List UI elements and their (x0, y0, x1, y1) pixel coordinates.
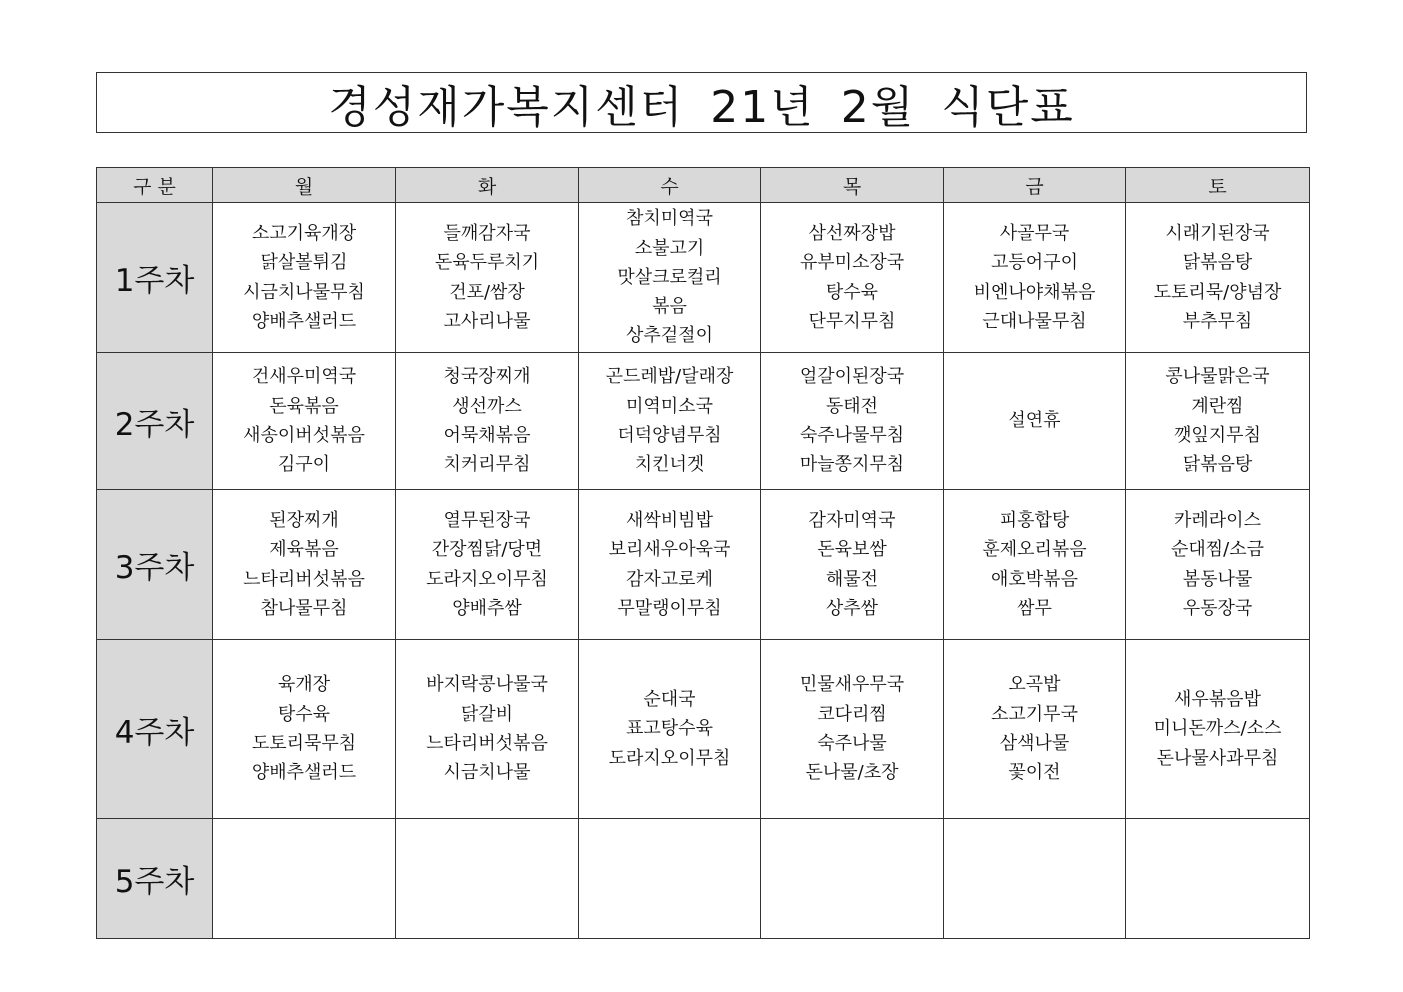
menu-item: 꽃이전 (1008, 762, 1061, 784)
menu-item: 볶음 (652, 296, 687, 318)
menu-item: 미니돈까스/소스 (1153, 718, 1282, 740)
menu-cell-fri (944, 640, 1126, 819)
menu-cell-wed (579, 203, 761, 353)
menu-cell-tue (396, 819, 579, 939)
menu-item: 삼색나물 (999, 733, 1070, 754)
menu-item: 보리새우아욱국 (608, 539, 731, 561)
menu-item: 비엔나야채볶음 (973, 281, 1096, 303)
menu-item: 근대나물무침 (982, 310, 1087, 332)
menu-item: 소고기육개장 (251, 222, 357, 244)
menu-item: 양배추쌈 (452, 597, 522, 619)
menu-item: 해물전 (825, 568, 879, 590)
header-day-wed: 수 (579, 168, 761, 203)
week-label: 3주차 (97, 490, 213, 640)
menu-item: 된장찌개 (269, 509, 339, 531)
header-day-sat: 토 (1126, 168, 1310, 203)
menu-item: 설연휴 (1008, 410, 1061, 432)
menu-item: 느타리버섯볶음 (426, 733, 548, 754)
week-row (97, 490, 1310, 640)
menu-cell-mon (213, 490, 396, 640)
menu-item: 치커리무침 (443, 454, 531, 476)
header-day-tue: 화 (396, 168, 579, 203)
menu-item: 육개장 (277, 674, 331, 696)
menu-item: 봄동나물 (1182, 568, 1253, 590)
menu-item: 생선까스 (452, 395, 522, 417)
menu-item: 새송이버섯볶음 (243, 425, 365, 446)
page-title: 경성재가복지센터 21년 2월 식단표 (328, 81, 1075, 133)
title-box (96, 72, 1307, 133)
menu-item: 단무지무침 (808, 310, 896, 332)
menu-item: 시래기된장국 (1165, 222, 1270, 244)
menu-item: 시금치나물 (443, 762, 531, 784)
week-row (97, 819, 1310, 939)
menu-item: 김구이 (277, 454, 331, 476)
week-label: 2주차 (97, 353, 213, 490)
menu-item: 느타리버섯볶음 (243, 568, 365, 590)
week-label: 4주차 (97, 640, 213, 819)
menu-item: 감자고로케 (626, 568, 713, 590)
menu-cell-mon (213, 353, 396, 490)
menu-item: 사골무국 (999, 222, 1070, 244)
menu-item: 깻잎지무침 (1174, 425, 1261, 446)
menu-item: 돈육두루치기 (434, 252, 540, 274)
menu-item: 민물새우무국 (799, 674, 905, 696)
menu-cell-fri (944, 490, 1126, 640)
menu-cell-sat (1126, 490, 1310, 640)
menu-item: 동태전 (825, 395, 879, 417)
menu-item: 닭살볼튀김 (260, 252, 348, 274)
menu-item: 훈제오리볶음 (982, 539, 1087, 561)
menu-item: 표고탕수육 (626, 718, 713, 740)
menu-item: 바지락콩나물국 (426, 674, 548, 696)
menu-cell-thu (761, 819, 944, 939)
menu-item: 닭볶음탕 (1182, 252, 1253, 274)
menu-item: 탕수육 (825, 281, 879, 303)
menu-item: 새우볶음밥 (1174, 689, 1261, 711)
header-day-fri: 금 (944, 168, 1126, 203)
menu-item: 도토리묵/양념장 (1153, 281, 1282, 303)
week-row (97, 640, 1310, 819)
menu-item: 상추겉절이 (626, 325, 713, 347)
menu-item: 양배추샐러드 (251, 762, 357, 784)
menu-cell-wed (579, 353, 761, 490)
menu-cell-thu (761, 640, 944, 819)
menu-item: 청국장찌개 (443, 366, 531, 388)
menu-item: 간장찜닭/당면 (431, 539, 543, 561)
menu-item: 탕수육 (277, 703, 331, 725)
menu-item: 더덕양념무침 (617, 425, 722, 446)
menu-item: 삼선짜장밥 (808, 222, 896, 244)
menu-cell-thu (761, 353, 944, 490)
menu-item: 우동장국 (1182, 597, 1253, 619)
menu-item: 카레라이스 (1174, 509, 1261, 531)
menu-item: 무말랭이무침 (617, 597, 722, 619)
menu-item: 콩나물맑은국 (1165, 366, 1270, 388)
menu-item: 부추무침 (1182, 310, 1253, 332)
menu-item: 제육볶음 (269, 539, 339, 561)
menu-item: 돈육보쌈 (817, 539, 887, 561)
menu-item: 애호박볶음 (991, 568, 1078, 590)
menu-item: 돈육볶음 (269, 395, 339, 417)
week-label: 1주차 (97, 203, 213, 353)
menu-item: 고등어구이 (991, 252, 1078, 274)
menu-cell-mon (213, 640, 396, 819)
header-day-mon: 월 (213, 168, 396, 203)
menu-cell-wed (579, 490, 761, 640)
menu-item: 오곡밥 (1008, 674, 1061, 696)
menu-item: 도라지오이무침 (426, 568, 548, 590)
menu-item: 코다리찜 (817, 703, 887, 725)
menu-cell-tue (396, 490, 579, 640)
menu-cell-thu (761, 203, 944, 353)
menu-item: 시금치나물무침 (243, 281, 365, 303)
menu-cell-thu (761, 490, 944, 640)
menu-cell-sat (1126, 640, 1310, 819)
menu-cell-wed (579, 819, 761, 939)
menu-cell-fri (944, 203, 1126, 353)
menu-item: 치킨너겟 (634, 454, 705, 476)
menu-item: 도토리묵무침 (251, 733, 357, 754)
menu-cell-fri (944, 819, 1126, 939)
menu-item: 순대국 (643, 689, 696, 711)
menu-item: 양배추샐러드 (251, 310, 357, 332)
menu-item: 유부미소장국 (799, 252, 905, 274)
menu-item: 순대찜/소금 (1170, 539, 1264, 561)
menu-item: 참나물무침 (260, 597, 348, 619)
menu-item: 맛살크로컬리 (617, 266, 722, 288)
menu-item: 감자미역국 (808, 509, 896, 531)
menu-item: 숙주나물무침 (799, 425, 905, 446)
menu-item: 얼갈이된장국 (799, 366, 905, 388)
menu-item: 고사리나물 (443, 310, 531, 332)
menu-table (96, 167, 1310, 939)
week-row (97, 353, 1310, 490)
menu-item: 숙주나물 (817, 733, 887, 754)
menu-item: 상추쌈 (825, 597, 879, 619)
menu-item: 들깨감자국 (443, 222, 531, 244)
menu-item: 돈나물/초장 (805, 762, 899, 784)
menu-cell-fri (944, 353, 1126, 490)
menu-cell-wed (579, 640, 761, 819)
menu-item: 곤드레밥/달래장 (605, 366, 734, 388)
menu-cell-sat (1126, 819, 1310, 939)
menu-cell-sat (1126, 353, 1310, 490)
menu-item: 건새우미역국 (251, 366, 357, 388)
menu-item: 닭갈비 (460, 703, 514, 725)
menu-item: 소고기무국 (991, 703, 1078, 725)
menu-item: 소불고기 (634, 237, 705, 259)
menu-item: 쌈무 (1017, 597, 1052, 619)
menu-cell-tue (396, 203, 579, 353)
header-day-thu: 목 (761, 168, 944, 203)
menu-item: 마늘쫑지무침 (799, 454, 905, 476)
header-category: 구 분 (97, 168, 213, 203)
menu-item: 열무된장국 (443, 509, 531, 531)
menu-item: 건포/쌈장 (449, 281, 525, 303)
menu-item: 도라지오이무침 (608, 747, 731, 769)
menu-cell-mon (213, 819, 396, 939)
week-row (97, 203, 1310, 353)
menu-item: 참치미역국 (626, 208, 713, 230)
menu-cell-tue (396, 640, 579, 819)
menu-cell-mon (213, 203, 396, 353)
menu-cell-sat (1126, 203, 1310, 353)
menu-cell-tue (396, 353, 579, 490)
menu-item: 피홍합탕 (999, 509, 1070, 531)
menu-item: 어묵채볶음 (443, 425, 531, 446)
menu-item: 계란찜 (1191, 395, 1244, 417)
header-row (97, 168, 1310, 203)
menu-item: 돈나물사과무침 (1156, 747, 1279, 769)
menu-item: 미역미소국 (626, 395, 713, 417)
menu-item: 닭볶음탕 (1182, 454, 1253, 476)
week-label: 5주차 (97, 819, 213, 939)
menu-item: 새싹비빔밥 (626, 509, 713, 531)
